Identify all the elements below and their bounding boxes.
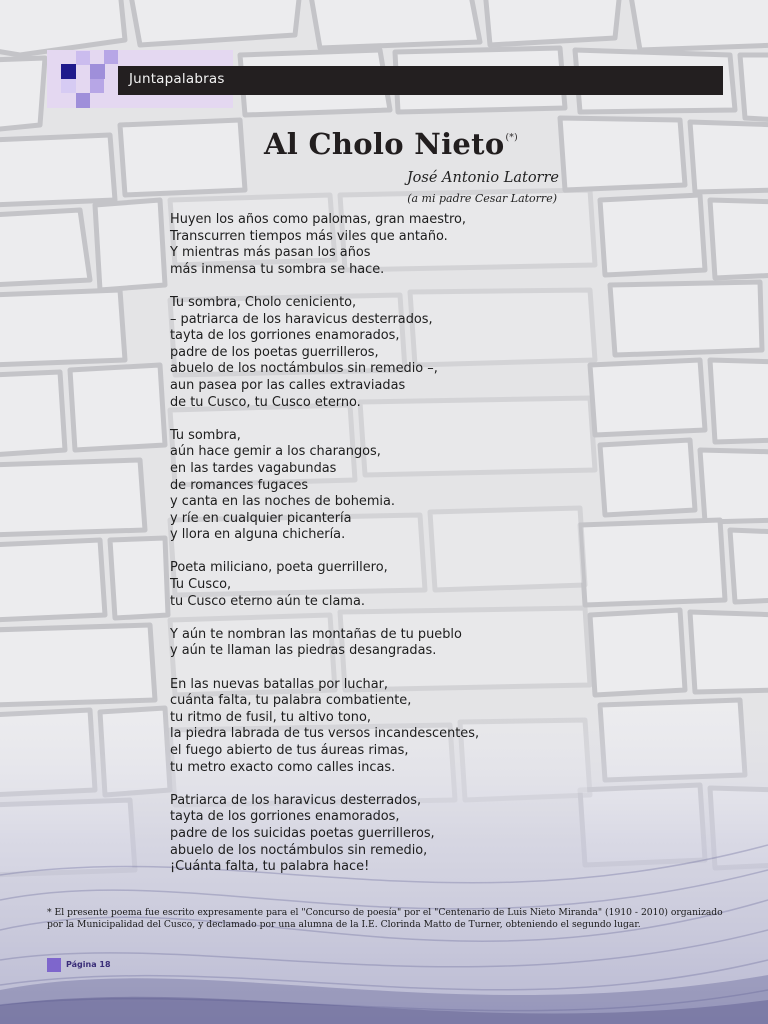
poem-line: Transcurren tiempos más viles que antaño. [170,228,448,244]
poem-line: tu ritmo de fusil, tu altivo tono, [170,709,371,725]
poem-line: y canta en las noches de bohemia. [170,494,396,510]
poem-stanza [170,677,590,777]
poem-line: y aún te llaman las piedras desangradas. [170,643,437,659]
deco-square [90,79,104,93]
footnote-marker: (*) [505,133,518,143]
deco-square [76,93,90,108]
deco-square-dark [61,64,76,79]
poem-stanza [170,793,590,876]
poem-line: ¡Cuánta falta, tu palabra hace! [170,859,370,875]
deco-square [76,51,90,65]
poem-line: el fuego abierto de tus áureas rimas, [170,743,409,758]
poem-line: Tu sombra, Cholo ceniciento, [170,294,357,310]
poem-title [264,127,518,161]
poem-stanza [170,560,590,610]
poem-line: la piedra labrada de tus versos incandescentes, [170,726,480,742]
poem-line: Patriarca de los haravicus desterrados, [170,792,422,808]
poem-line: aun pasea por las calles extraviadas [170,377,406,393]
poem-stanza [170,295,590,411]
poem-body [170,212,590,892]
poem-line: de romances fugaces [170,477,309,493]
poem-line: de tu Cusco, tu Cusco eterno. [170,394,361,410]
page-marker-square [47,958,61,972]
poem-line: – patriarca de los haravicus desterrados, [170,311,433,327]
page-number: Página 18 [66,960,111,969]
poem-line: cuánta falta, tu palabra combatiente, [170,693,412,709]
poem-line: tayta de los gorriones enamorados, [170,328,400,344]
poem-line: En las nuevas batallas por luchar, [170,676,389,692]
deco-square [104,50,118,64]
poem-line: tayta de los gorriones enamorados, [170,809,400,825]
poem-stanza [170,428,590,544]
poem-line: más inmensa tu sombra se hace. [170,261,385,277]
poem-line: abuelo de los noctámbulos sin remedio, [170,842,428,858]
footnote: * El presente poema fue escrito expresamente para el "Concurso de poesía" por el "Centenario de Luis Nieto Miranda" (1910 - 2010) organizado por la Municipalidad del Cusco, y declamado por una alumna de la I.E. Clorinda Matto de Turner, obteniendo el segundo lugar. [47,907,723,931]
poem-stanza [170,627,590,660]
poem-line: Y aún te nombran las montañas de tu pueblo [170,626,462,642]
poem-line: y ríe en cualquier picantería [170,510,352,526]
poem-line: Tu sombra, [170,427,241,443]
poem-line: padre de los suicidas poetas guerrilleros, [170,825,435,841]
section-header-bar [118,66,723,95]
poem-stanza [170,212,590,278]
poem-line: en las tardes vagabundas [170,460,337,476]
poem-line: Poeta miliciano, poeta guerrillero, [170,560,388,576]
poem-line: Huyen los años como palomas, gran maestro, [170,212,466,227]
poem-line: y llora en alguna chichería. [170,527,346,543]
poem-title-text: Al Cholo Nieto [264,127,505,161]
poem-line: aún hace gemir a los charangos, [170,444,381,460]
deco-square [61,79,76,93]
poem-line: tu Cusco eterno aún te clama. [170,593,365,609]
poem-line: padre de los poetas guerrilleros, [170,344,379,360]
poem-line: Tu Cusco, [170,577,232,593]
deco-square [90,64,105,79]
poem-author: José Antonio Latorre [406,170,559,186]
poem-line: abuelo de los noctámbulos sin remedio –, [170,361,438,377]
poem-dedication: (a mi padre Cesar Latorre) [407,192,557,205]
poem-line: Y mientras más pasan los años [170,245,371,261]
poem-line: tu metro exacto como calles incas. [170,759,396,775]
section-label: Juntapalabras [129,71,225,87]
